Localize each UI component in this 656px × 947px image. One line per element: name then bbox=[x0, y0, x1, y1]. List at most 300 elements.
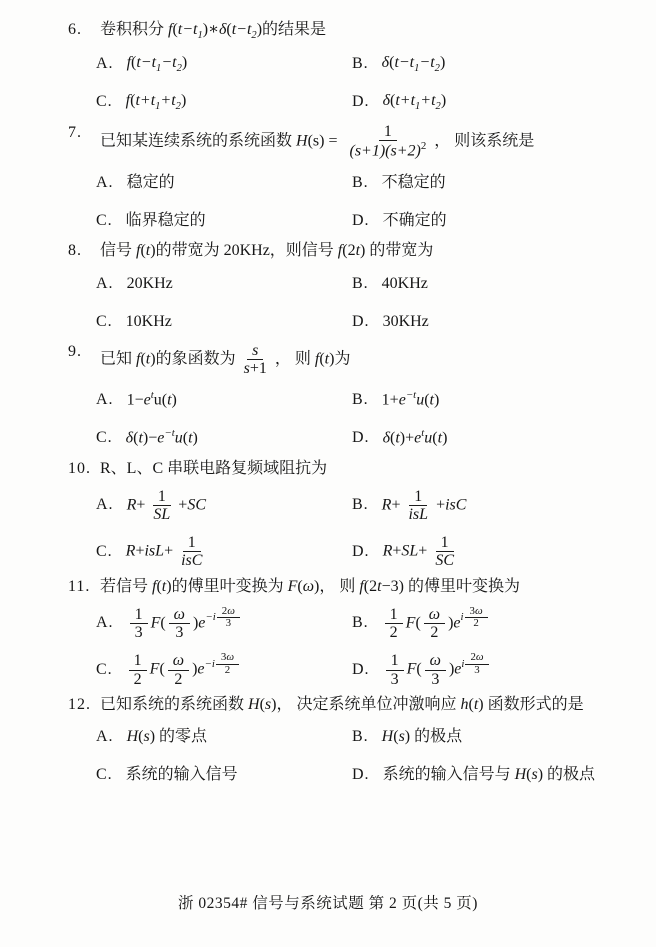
option-c bbox=[96, 652, 352, 688]
plain-text: ) bbox=[442, 429, 448, 447]
numerator bbox=[386, 652, 404, 670]
option-body bbox=[383, 534, 462, 570]
math-text: 1 bbox=[415, 101, 421, 113]
plain-text: ( bbox=[297, 577, 303, 595]
fraction bbox=[217, 606, 240, 630]
superscript bbox=[460, 604, 489, 630]
math-text: ω bbox=[474, 604, 483, 617]
option-label: C. bbox=[96, 211, 113, 229]
plain-text: ( bbox=[226, 21, 232, 38]
question-number: 7. bbox=[68, 123, 82, 141]
option-body bbox=[382, 173, 446, 193]
plain-text: + bbox=[392, 542, 402, 560]
math-text: e bbox=[197, 660, 205, 678]
math-text: H bbox=[248, 695, 260, 713]
plain-text: 临界稳定的 bbox=[125, 211, 206, 229]
plain-text: + bbox=[418, 542, 428, 560]
option-body bbox=[382, 274, 428, 294]
math-text: SL bbox=[153, 505, 171, 523]
numerator bbox=[409, 488, 427, 506]
question bbox=[68, 459, 622, 570]
plain-text: ) bbox=[150, 350, 156, 368]
option-label: D. bbox=[352, 766, 370, 784]
plain-text: 1 bbox=[133, 652, 142, 670]
plain-text: 系统的输入信号 bbox=[125, 766, 238, 784]
options bbox=[68, 724, 622, 789]
plain-text: 3 bbox=[134, 623, 143, 641]
option-c bbox=[96, 207, 352, 234]
question-stem bbox=[68, 342, 622, 378]
plain-text: ， 决定系统单位冲激响应 bbox=[276, 695, 461, 713]
plain-text: + bbox=[136, 496, 146, 514]
numerator bbox=[129, 652, 147, 670]
plain-text: 1 bbox=[390, 652, 399, 670]
math-text: t bbox=[437, 429, 443, 447]
option-label: B. bbox=[352, 728, 369, 746]
question-text bbox=[100, 577, 622, 597]
math-text: t bbox=[161, 577, 167, 595]
math-text: f bbox=[359, 577, 364, 595]
math-text: u bbox=[424, 429, 433, 447]
option-body bbox=[382, 727, 462, 747]
fraction bbox=[216, 652, 239, 676]
plain-text: −3) bbox=[381, 577, 404, 595]
math-text: 2 bbox=[251, 30, 257, 42]
math-text: t bbox=[150, 388, 154, 401]
option-label: B. bbox=[352, 391, 369, 409]
plain-text: 1 bbox=[440, 534, 449, 552]
math-text: e bbox=[453, 614, 461, 632]
plain-text: ) bbox=[271, 695, 277, 713]
denominator bbox=[169, 671, 187, 688]
plain-text: ， 则 bbox=[319, 577, 360, 595]
plain-text: )− bbox=[142, 429, 158, 447]
option-label: D. bbox=[352, 429, 370, 447]
plain-text: ( bbox=[424, 391, 430, 409]
math-text: s bbox=[252, 342, 259, 360]
math-text: 2 bbox=[434, 63, 440, 75]
plain-text: ( bbox=[140, 350, 146, 368]
question-text bbox=[100, 241, 622, 261]
question-stem bbox=[68, 459, 622, 479]
plain-text: 3 bbox=[469, 604, 475, 617]
math-text: −t bbox=[405, 388, 417, 401]
numerator bbox=[425, 652, 446, 670]
plain-text: 若信号 bbox=[100, 577, 153, 595]
math-text: +t bbox=[160, 92, 176, 110]
math-text: f bbox=[314, 350, 320, 368]
plain-text: ( bbox=[182, 429, 189, 447]
plain-text: ( bbox=[390, 429, 396, 447]
plain-text: 的带宽为 bbox=[365, 242, 434, 260]
math-text: f bbox=[125, 92, 131, 110]
math-text: 2 bbox=[175, 101, 181, 113]
plain-text: ) bbox=[192, 614, 199, 632]
fraction bbox=[403, 488, 433, 524]
math-text: e bbox=[454, 660, 462, 678]
math-text: H bbox=[296, 132, 308, 150]
math-text: e bbox=[157, 429, 165, 447]
plain-text: 2 bbox=[133, 670, 142, 688]
plain-text: 3 bbox=[225, 617, 232, 630]
plain-text: 2 bbox=[430, 623, 439, 641]
denominator bbox=[239, 360, 272, 377]
options bbox=[68, 270, 622, 335]
option-label: D. bbox=[352, 93, 370, 111]
math-text: H bbox=[381, 728, 394, 746]
math-text: 1 bbox=[414, 63, 420, 75]
plain-text: 已知某连续系统的系统函数 bbox=[100, 132, 297, 150]
plain-text: 1 bbox=[157, 487, 166, 505]
option-c bbox=[96, 534, 352, 570]
math-text: t bbox=[429, 391, 434, 409]
option-body bbox=[382, 488, 467, 524]
math-text: F bbox=[150, 614, 161, 632]
option-body bbox=[382, 53, 446, 75]
plain-text: ) bbox=[360, 242, 366, 260]
denominator bbox=[170, 624, 188, 641]
math-text: e bbox=[414, 429, 422, 447]
plain-text: ) bbox=[440, 92, 447, 110]
math-text: −t bbox=[164, 426, 175, 439]
question-stem bbox=[68, 577, 622, 597]
plain-text: ) bbox=[181, 54, 188, 72]
question-number: 8. bbox=[68, 242, 82, 260]
option-label: A. bbox=[96, 496, 114, 514]
math-text: t−t bbox=[394, 54, 415, 72]
option-b bbox=[352, 51, 622, 78]
math-text: δ bbox=[382, 92, 390, 110]
math-text: t+t bbox=[395, 92, 416, 110]
plain-text: ( bbox=[415, 614, 421, 632]
plain-text: 3 bbox=[474, 663, 480, 676]
numerator bbox=[183, 534, 201, 552]
math-text: ω bbox=[428, 605, 441, 623]
plain-text: ) bbox=[433, 391, 440, 409]
options bbox=[68, 387, 622, 452]
option-label: D. bbox=[352, 660, 370, 678]
plain-text: 的傅里叶变换为 bbox=[171, 577, 288, 595]
question-number: 9. bbox=[68, 343, 82, 361]
denominator bbox=[386, 671, 404, 688]
option-b bbox=[352, 724, 622, 751]
plain-text: ) bbox=[149, 728, 156, 746]
option-label: C. bbox=[96, 93, 113, 111]
math-text: t+t bbox=[135, 92, 156, 110]
option-label: A. bbox=[96, 55, 114, 73]
plain-text: ) bbox=[448, 660, 455, 678]
option-a bbox=[96, 606, 352, 642]
option-label: C. bbox=[96, 429, 113, 447]
plain-text: ( bbox=[526, 766, 532, 784]
math-text: i bbox=[461, 657, 465, 670]
math-text: t−t bbox=[177, 21, 198, 38]
math-text: 1 bbox=[197, 30, 203, 42]
option-d bbox=[352, 652, 622, 688]
option-d bbox=[352, 207, 622, 234]
numerator bbox=[436, 534, 454, 552]
math-text: ∗δ bbox=[208, 21, 227, 38]
option-b bbox=[352, 169, 622, 196]
math-text: 1 bbox=[156, 63, 162, 75]
question-stem bbox=[68, 123, 622, 160]
plain-text: ) bbox=[439, 54, 446, 72]
plain-text: 3 bbox=[175, 623, 184, 641]
option-b bbox=[352, 488, 622, 524]
plain-text: ) bbox=[150, 242, 156, 260]
question bbox=[68, 342, 622, 452]
option-label: A. bbox=[96, 728, 114, 746]
option-label: C. bbox=[96, 660, 113, 678]
math-text: t−t bbox=[136, 54, 157, 72]
plain-text: ) bbox=[180, 92, 187, 110]
option-body bbox=[383, 211, 447, 231]
math-text: t bbox=[145, 350, 151, 368]
option-c bbox=[96, 762, 352, 789]
plain-text: 不稳定的 bbox=[381, 173, 446, 191]
plain-text: 稳定的 bbox=[126, 173, 175, 191]
plain-text: ) bbox=[166, 577, 172, 595]
plain-text: 的象函数为 bbox=[155, 350, 236, 368]
math-text: 2 bbox=[176, 63, 182, 75]
plain-text: ) bbox=[404, 728, 411, 746]
option-label: C. bbox=[96, 312, 113, 330]
math-text: R bbox=[382, 542, 393, 560]
plain-text: ( bbox=[160, 614, 166, 632]
math-text: e bbox=[398, 391, 406, 409]
denominator bbox=[469, 665, 484, 677]
math-text: −i bbox=[204, 657, 215, 670]
math-text: ω bbox=[429, 652, 441, 670]
denominator bbox=[220, 665, 235, 677]
option-body bbox=[382, 606, 489, 642]
plain-text: )+ bbox=[399, 429, 415, 447]
plain-text: 2 bbox=[224, 663, 231, 676]
option-a bbox=[96, 169, 352, 196]
math-text: ω bbox=[173, 605, 185, 623]
plain-text: 1 bbox=[414, 487, 423, 505]
fraction bbox=[385, 606, 403, 642]
fraction bbox=[465, 606, 488, 630]
options bbox=[68, 51, 622, 116]
math-text: R bbox=[381, 496, 392, 514]
math-text: s bbox=[143, 728, 150, 746]
plain-text: 3 bbox=[220, 651, 227, 664]
math-text: F bbox=[149, 660, 160, 678]
plain-text: ) bbox=[256, 21, 263, 38]
option-label: D. bbox=[352, 542, 370, 560]
option-label: B. bbox=[352, 274, 369, 292]
plain-text: 1+ bbox=[381, 391, 399, 409]
options bbox=[68, 169, 622, 234]
plain-text: 3 bbox=[390, 670, 399, 688]
numerator bbox=[168, 652, 189, 670]
option-body bbox=[127, 53, 188, 75]
plain-text: + bbox=[391, 496, 401, 514]
numerator bbox=[379, 123, 397, 141]
option-label: A. bbox=[96, 614, 114, 632]
math-text: ω bbox=[226, 651, 235, 664]
math-text: s bbox=[264, 695, 272, 713]
question-stem bbox=[68, 241, 622, 261]
plain-text: ( bbox=[389, 54, 395, 72]
plain-text: ( bbox=[131, 54, 137, 72]
numerator bbox=[247, 342, 263, 360]
plain-text: ( bbox=[156, 577, 162, 595]
math-text: u bbox=[174, 429, 183, 447]
plain-text: ) bbox=[478, 695, 484, 713]
math-text: s bbox=[243, 360, 250, 378]
plain-text: ( bbox=[140, 242, 146, 260]
plain-text: 30KHz bbox=[382, 312, 429, 330]
plain-text: ) bbox=[192, 660, 198, 678]
option-body bbox=[126, 211, 206, 231]
math-text: ω bbox=[227, 604, 235, 617]
plain-text: 2 bbox=[221, 604, 228, 617]
denominator bbox=[468, 618, 483, 630]
question bbox=[68, 695, 622, 789]
math-text: t bbox=[377, 577, 382, 595]
math-text: e bbox=[143, 391, 151, 409]
question bbox=[68, 20, 622, 116]
option-a bbox=[96, 724, 352, 751]
option-b bbox=[352, 270, 622, 297]
plain-text: + bbox=[164, 542, 174, 560]
math-text: t bbox=[167, 391, 172, 409]
question-text bbox=[100, 20, 622, 42]
denominator bbox=[430, 552, 459, 569]
plain-text: 2 bbox=[473, 617, 479, 630]
plain-text: 的傅里叶变换为 bbox=[403, 577, 520, 595]
math-text: SC bbox=[187, 496, 206, 514]
option-body bbox=[126, 534, 211, 570]
denominator bbox=[385, 624, 403, 641]
math-text: H bbox=[514, 766, 527, 784]
question-number: 12. bbox=[68, 695, 91, 713]
plain-text: 2 bbox=[420, 140, 427, 153]
denominator bbox=[148, 506, 175, 523]
fraction bbox=[148, 488, 175, 524]
option-body bbox=[126, 428, 198, 449]
option-d bbox=[352, 89, 622, 116]
plain-text: ( bbox=[393, 728, 399, 746]
plain-text: 10KHz bbox=[125, 312, 172, 330]
plain-text: ( bbox=[390, 92, 396, 110]
math-text: h bbox=[460, 695, 469, 713]
superscript bbox=[461, 651, 489, 676]
math-text: isL bbox=[408, 505, 429, 523]
numerator bbox=[153, 488, 171, 506]
math-text: f bbox=[136, 350, 141, 368]
plain-text: 2 bbox=[470, 651, 476, 664]
option-body bbox=[127, 274, 173, 294]
math-text: R bbox=[126, 496, 137, 514]
question-stem bbox=[68, 20, 622, 42]
plain-text: 的零点 bbox=[155, 728, 208, 746]
plain-text: 1 bbox=[134, 605, 143, 623]
numerator bbox=[424, 606, 445, 624]
plain-text: 已知 bbox=[100, 350, 137, 368]
option-body bbox=[126, 91, 187, 113]
options bbox=[68, 606, 622, 688]
math-text: t bbox=[324, 350, 330, 368]
plain-text: 的带宽为 20KHz，则信号 bbox=[155, 242, 338, 260]
math-text: ω bbox=[475, 651, 484, 664]
plain-text: ) bbox=[202, 21, 209, 38]
option-label: C. bbox=[96, 542, 113, 560]
option-body bbox=[383, 428, 448, 449]
fraction bbox=[425, 652, 446, 688]
option-c bbox=[96, 89, 352, 116]
option-body bbox=[126, 312, 172, 332]
plain-text: 卷积积分 bbox=[100, 21, 169, 38]
plain-text: ( bbox=[130, 92, 136, 110]
math-text: t bbox=[188, 429, 193, 447]
superscript bbox=[204, 651, 241, 676]
math-text: F bbox=[406, 660, 417, 678]
math-text: i bbox=[460, 611, 464, 624]
fraction bbox=[169, 606, 190, 642]
plain-text: 的极点 bbox=[410, 728, 463, 746]
fraction bbox=[129, 652, 147, 688]
question-number: 10. bbox=[68, 459, 91, 477]
math-text: isL bbox=[144, 542, 165, 560]
plain-text: R、L、C 串联电路复频域阻抗为 bbox=[100, 459, 328, 477]
option-body bbox=[126, 765, 238, 785]
plain-text: ( bbox=[416, 660, 422, 678]
numerator bbox=[130, 606, 148, 624]
question bbox=[68, 241, 622, 335]
plain-text: 已知系统的系统函数 bbox=[100, 695, 249, 713]
math-text: t bbox=[138, 429, 143, 447]
math-text: e bbox=[198, 614, 206, 632]
plain-text: 3 bbox=[431, 670, 440, 688]
question-text bbox=[100, 342, 622, 378]
option-a bbox=[96, 51, 352, 78]
plain-text: 为 bbox=[334, 350, 351, 368]
fraction bbox=[386, 652, 404, 688]
plain-text: ( bbox=[432, 429, 438, 447]
option-a bbox=[96, 270, 352, 297]
option-label: B. bbox=[352, 55, 369, 73]
question-text bbox=[100, 459, 622, 479]
math-text: 1 bbox=[155, 101, 161, 113]
plain-text: 信号 bbox=[100, 242, 137, 260]
plain-text: ( bbox=[172, 21, 178, 38]
option-body bbox=[127, 727, 207, 747]
option-d bbox=[352, 762, 622, 789]
option-label: A. bbox=[96, 173, 114, 191]
option-b bbox=[352, 606, 622, 642]
plain-text: ) bbox=[448, 614, 454, 632]
math-text: ω bbox=[172, 652, 185, 670]
plain-text: ， 则 bbox=[274, 350, 315, 368]
option-label: A. bbox=[96, 391, 114, 409]
plain-text: 函数形式的是 bbox=[483, 695, 584, 713]
math-text: (s+1)(s+2) bbox=[349, 142, 421, 160]
option-label: A. bbox=[96, 274, 114, 292]
option-d bbox=[352, 425, 622, 452]
option-body bbox=[383, 91, 447, 113]
option-body bbox=[383, 652, 490, 688]
question-stem bbox=[68, 695, 622, 715]
superscript bbox=[164, 427, 174, 439]
math-text: t bbox=[355, 242, 361, 260]
option-body bbox=[126, 652, 240, 688]
plain-text: ( bbox=[319, 350, 325, 368]
plain-text: ( bbox=[159, 660, 165, 678]
fraction bbox=[344, 123, 431, 160]
